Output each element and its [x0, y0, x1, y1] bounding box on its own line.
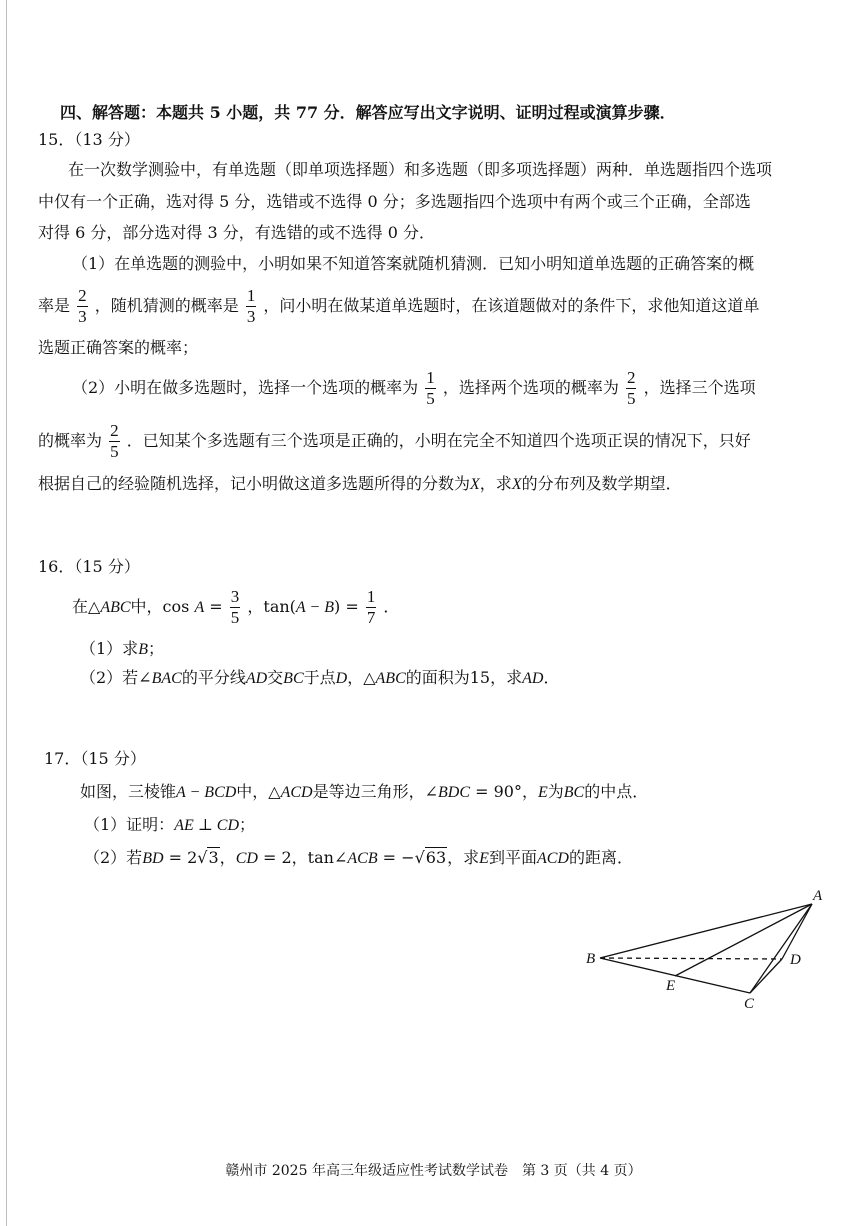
- math-var: BAC: [151, 670, 182, 687]
- q15-intro-line-1: 在一次数学测验中，有单选题（即单项选择题）和多选题（即多项选择题）两种．单选题指四个选项: [68, 160, 773, 179]
- q15-part2-text: ，求: [479, 474, 512, 493]
- q15-part2-line-1: [72, 366, 756, 410]
- label-e: E: [666, 978, 676, 994]
- fraction-denominator: 3: [78, 307, 87, 326]
- q16-text: （2）若∠: [80, 668, 152, 687]
- q17-points: （15 分）: [80, 749, 146, 768]
- math-var: D: [335, 670, 348, 687]
- q17-part1: [84, 813, 255, 838]
- fraction-numerator: 1: [246, 286, 256, 305]
- q16-text: 的面积为15，求: [405, 668, 523, 687]
- q15-part2-text: 的分布列及数学期望．: [521, 474, 682, 493]
- math-var: AD: [245, 670, 268, 687]
- page-footer: 赣州市 2025 年高三年级适应性考试数学试卷 第 3 页（共 4 页）: [225, 1163, 642, 1179]
- label-a: A: [813, 888, 823, 904]
- q17-text: 到平面: [488, 848, 537, 867]
- q16-cos-fraction: [230, 587, 241, 628]
- fraction-denominator: 5: [426, 389, 435, 408]
- fraction-numerator: 2: [110, 421, 119, 440]
- math-var: BD: [142, 850, 164, 867]
- q16-text: ，tan(: [247, 597, 296, 616]
- q15-heading: [38, 128, 140, 152]
- math-var: X: [470, 476, 480, 493]
- math-var: BC: [563, 784, 585, 801]
- q15-part1-line-1: （1）在单选题的测验中，小明如果不知道答案就随机猜测．已知小明知道单选题的正确答案的概: [72, 254, 755, 273]
- q17-number: 17．: [44, 749, 81, 768]
- q15-fraction-known: [77, 286, 88, 327]
- q16-text: ，△: [347, 668, 376, 687]
- fraction-denominator: 7: [366, 608, 376, 627]
- label-b: B: [586, 951, 596, 967]
- q15-part2-text: （2）小明在做多选题时，选择一个选项的概率为: [72, 378, 419, 397]
- math-var: X: [511, 476, 522, 493]
- math-var: A: [194, 599, 205, 616]
- q16-text: ．: [543, 668, 560, 687]
- q16-text: ) =: [333, 597, 364, 616]
- q15-points: （13 分）: [74, 130, 140, 149]
- math-var: BDC: [438, 784, 471, 801]
- q17-text: 的中点．: [584, 782, 649, 801]
- q15-part2-text: 根据自己的经验随机选择，记小明做这道多选题所得的分数为: [38, 474, 471, 493]
- math-var: ACD: [536, 850, 569, 867]
- math-var: E: [537, 784, 548, 801]
- q16-text: ；: [147, 639, 164, 658]
- q15-part2-text: 的概率为: [38, 431, 103, 450]
- math-var: B: [138, 641, 148, 658]
- math-var: BC: [283, 670, 304, 687]
- q16-stem: [72, 585, 399, 630]
- q15-part1-text: 率是: [38, 296, 71, 315]
- sqrt-radicand: 63: [425, 848, 447, 867]
- q15-fraction-two-options: [626, 368, 637, 409]
- math-expression: AE ⊥ CD: [174, 817, 240, 834]
- q15-part1-line-3: 选题正确答案的概率；: [38, 338, 199, 357]
- q17-text: ；: [239, 815, 256, 834]
- q15-part2-text: ，选择两个选项的概率为: [442, 378, 619, 397]
- q17-stem: [80, 780, 648, 805]
- q16-tan-fraction: [366, 587, 377, 628]
- q16-text: 于点: [303, 668, 336, 687]
- q16-text: 在△: [72, 597, 101, 616]
- q15-fraction-three-options: [109, 421, 120, 462]
- section-header: 四、解答题：本题共 5 小题，共 77 分．解答应写出文字说明、证明过程或演算步骤．: [60, 103, 676, 122]
- q17-text: （1）证明：: [84, 815, 175, 834]
- label-c: C: [744, 996, 755, 1012]
- q17-text: = 90°，: [470, 782, 538, 801]
- q16-text: ．: [383, 597, 400, 616]
- q15-fraction-guess: [246, 286, 257, 327]
- fraction-denominator: 5: [110, 442, 119, 461]
- q16-number: 16．: [38, 557, 75, 576]
- q16-text: 中，cos: [130, 597, 195, 616]
- fraction-denominator: 5: [230, 608, 240, 627]
- q15-intro-line-3: 对得 6 分，部分选对得 3 分，有选错的或不选得 0 分．: [38, 223, 436, 242]
- q16-text: =: [204, 597, 228, 616]
- q17-text: 中，△: [236, 782, 281, 801]
- q15-part1-line-2: [38, 284, 759, 328]
- q17-text: = 2，tan∠: [257, 848, 348, 867]
- math-var: A − BCD: [176, 784, 237, 801]
- sqrt-radicand: 3: [208, 848, 219, 867]
- q15-part2-line-2: [38, 419, 751, 463]
- fraction-numerator: 1: [366, 587, 376, 606]
- q16-text: 的平分线: [181, 668, 246, 687]
- fraction-numerator: 1: [426, 368, 435, 387]
- math-var: ACB: [347, 850, 378, 867]
- q17-part2: （2）若BD = 2√3，CD = 2，tan∠ACB = −√63，求E到平面ACD的距离．: [84, 848, 633, 867]
- pyramid-figure: [570, 880, 840, 1020]
- q16-heading: [38, 555, 140, 579]
- label-d: D: [790, 952, 801, 968]
- q15-part2-text: ．已知某个多选题有三个选项是正确的，小明在完全不知道四个选项正误的情况下，只好: [126, 431, 751, 450]
- q15-part1-text: ，问小明在做某道单选题时，在该道题做对的条件下，求他知道这道单: [263, 296, 760, 315]
- q15-part1-text: ，随机猜测的概率是: [94, 296, 239, 315]
- q15-part2-text: ，选择三个选项: [643, 378, 756, 397]
- q17-text: ，: [219, 848, 236, 867]
- q16-text: （1）求: [80, 639, 139, 658]
- q17-heading: [44, 747, 146, 771]
- math-var: ABC: [100, 599, 131, 616]
- fraction-numerator: 3: [230, 587, 240, 606]
- q15-intro-line-2: 中仅有一个正确，选对得 5 分，选错或不选得 0 分；多选题指四个选项中有两个或三个正确，全部选: [38, 192, 751, 211]
- q17-text: 如图，三棱锥: [80, 782, 177, 801]
- edge-bd-hidden: [600, 958, 782, 959]
- math-var: AD: [522, 670, 544, 687]
- q16-text: 交: [267, 668, 284, 687]
- math-var: ACD: [280, 784, 313, 801]
- q17-text: ，求: [447, 848, 480, 867]
- q16-points: （15 分）: [74, 557, 140, 576]
- q17-text: 为: [547, 782, 564, 801]
- fraction-denominator: 5: [626, 389, 636, 408]
- math-var: CD: [235, 850, 258, 867]
- q16-part1: [80, 637, 164, 662]
- q15-part2-line-3: [38, 472, 682, 497]
- math-var: ABC: [375, 670, 406, 687]
- q16-part2: [80, 666, 559, 691]
- q15-number: 15．: [38, 130, 75, 149]
- math-var: E: [479, 850, 489, 867]
- fraction-numerator: 2: [626, 368, 636, 387]
- page-margin-line: [6, 0, 7, 1226]
- q17-text: 的距离．: [568, 848, 633, 867]
- q15-fraction-one-option: [425, 368, 436, 409]
- math-var: A − B: [295, 599, 334, 616]
- fraction-numerator: 2: [78, 286, 87, 305]
- q17-text: （2）若: [84, 848, 143, 867]
- q17-text: = −: [377, 848, 415, 867]
- fraction-denominator: 3: [246, 307, 256, 326]
- edge-cd: [750, 959, 782, 993]
- q17-text: 是等边三角形，∠: [312, 782, 439, 801]
- q17-text: = 2: [163, 848, 198, 867]
